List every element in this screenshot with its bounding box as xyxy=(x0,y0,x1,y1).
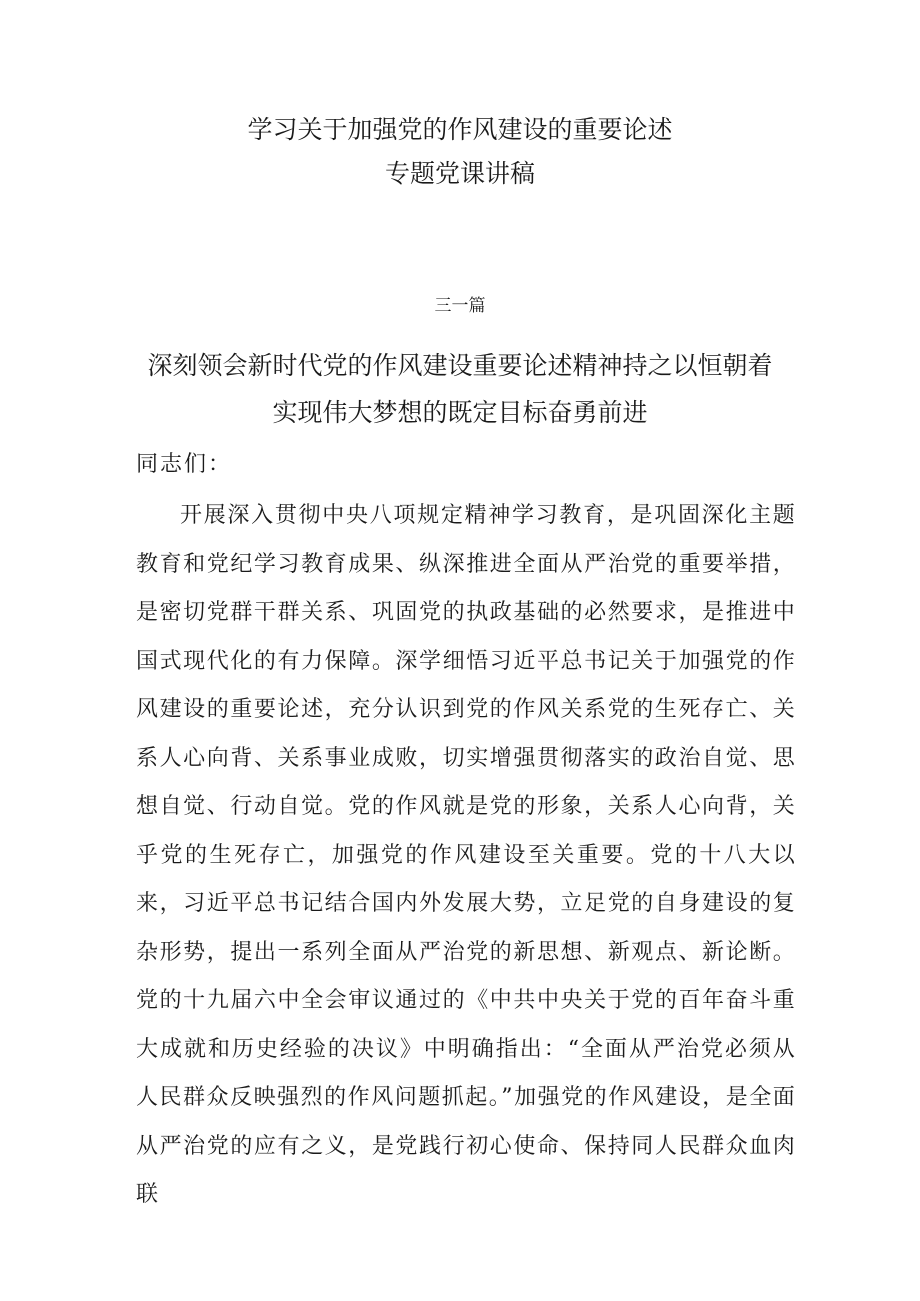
salutation: 同志们： xyxy=(136,452,233,477)
article-subtitle-line-1: 深刻领会新时代党的作风建设重要论述精神持之以恒朝着 xyxy=(147,351,773,380)
article-subtitle-line-2: 实现伟大梦想的既定目标奋勇前进 xyxy=(272,398,648,427)
document-title-line-1: 学习关于加强党的作风建设的重要论述 xyxy=(247,115,673,144)
body-paragraph: 开展深入贯彻中央八项规定精神学习教育，是巩固深化主题教育和党纪学习教育成果、纵深推进全面从严治党的重要举措，是密切党群干群关系、巩固党的执政基础的必然要求，是推进中国式现代化的有力保障。深学细悟习近平总书记关于加强党的作风建设的重要论述，充分认识到党的作风关系党的生死存亡、关系人心向背、关系事业成败，切实增强贯彻落实的政治自觉、思想自觉、行动自觉。党的作风就是党的形象，关系人心向背，关乎党的生死存亡，加强党的作风建设至关重要。党的十八大以来，习近平总书记结合国内外发展大势，立足党的自身建设的复杂形势，提出一系列全面从严治党的新思想、新观点、新论断。党的十九届六中全会审议通过的《中共中央关于党的百年奋斗重大成就和历史经验的决议》中明确指出：“全面从严治党必须从人民群众反映强烈的作风问题抓起。”加强党的作风建设，是全面从严治党的应有之义，是党践行初心使命、保持同人民群众血肉联 xyxy=(136,503,796,1207)
document-title-line-2: 专题党课讲稿 xyxy=(384,159,535,188)
series-label: 三一篇 xyxy=(434,296,486,316)
